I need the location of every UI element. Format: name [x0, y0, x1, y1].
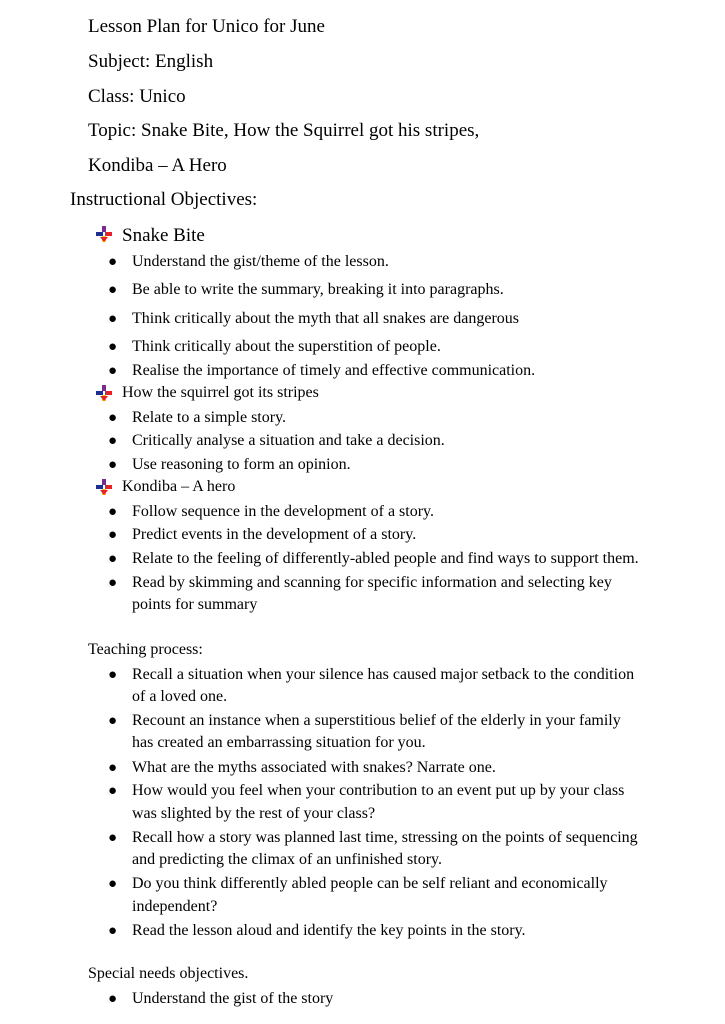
arrow-bullet-icon	[96, 385, 112, 401]
bullet-icon: ●	[108, 713, 118, 729]
bullet-icon: ●	[108, 760, 118, 776]
bullet-icon: ●	[108, 457, 118, 473]
subject-line: Subject: English	[88, 51, 214, 72]
objectives-heading: Instructional Objectives:	[70, 189, 258, 210]
bullet-icon: ●	[108, 410, 118, 426]
section-title-squirrel: How the squirrel got its stripes	[122, 384, 319, 401]
bullet-icon: ●	[108, 876, 118, 892]
bullet-icon: ●	[108, 551, 118, 567]
bullet-icon: ●	[108, 830, 118, 846]
topic-line: Topic: Snake Bite, How the Squirrel got his stripes,	[88, 120, 480, 141]
special-needs-heading: Special needs objectives.	[88, 965, 249, 982]
class-line: Class: Unico	[88, 86, 186, 107]
teaching-process-heading: Teaching process:	[88, 641, 203, 658]
bullet-icon: ●	[108, 339, 118, 355]
bullet-icon: ●	[108, 311, 118, 327]
bullet-icon: ●	[108, 254, 118, 270]
arrow-bullet-icon	[96, 479, 112, 495]
section-title-snake-bite: Snake Bite	[122, 225, 205, 246]
bullet-icon: ●	[108, 433, 118, 449]
bullet-icon: ●	[108, 282, 118, 298]
bullet-icon: ●	[108, 923, 118, 939]
bullet-icon: ●	[108, 667, 118, 683]
bullet-icon: ●	[108, 783, 118, 799]
arrow-bullet-icon	[96, 226, 112, 242]
document-title: Lesson Plan for Unico for June	[88, 16, 325, 37]
bullet-icon: ●	[108, 504, 118, 520]
bullet-icon: ●	[108, 575, 118, 591]
topic-line-continued: Kondiba – A Hero	[88, 155, 227, 176]
document: Lesson Plan for Unico for June Subject: English Class: Unico Topic: Snake Bite, How the Squirrel got his stripes, Kondiba – A Hero Instructional Objectives: Snake Bite ● Understand the gist/theme of the lesson. ● Be able to write the summary, breaking it into paragraphs. ● Think critically about the myth that all snakes are dangerous ● Think critically about the superstition of people. ● Realise the importance of timely and effective communication. How the squirrel got its stripes ● Relate to a simple story. ● Critically analyse a situation and take a decision. ● Use reasoning to form an opinion. Kondiba – A hero ● Follow sequence in the development of a story. ● Predict events in the development of a story. ● Relate to the feeling of differently-abled people and find ways to support them. ● Read by skimming and scanning for specific information and selecting key points for summary Teaching process: ● Recall a situation when your silence has caused major setback to the condition of a loved one. ● Recount an instance when a superstitious belief of the elderly in your family has created an embarrassing situation for you. ● What are the myths associated with snakes? Narrate one. ● How would you feel when your contribution to an event put up by your class was slighted by the rest of your class? ● Recall how a story was planned last time, stressing on the points of sequencing and predicting the climax of an unfinished story. ● Do you think differently abled people can be self reliant and economically independent? ● Read the lesson aloud and identify the key points in the story. Special needs objectives. ● Understand the gist of the story	[0, 0, 725, 1024]
bullet-icon: ●	[108, 991, 118, 1007]
bullet-icon: ●	[108, 363, 118, 379]
bullet-icon: ●	[108, 527, 118, 543]
section-title-kondiba: Kondiba – A hero	[122, 478, 236, 495]
